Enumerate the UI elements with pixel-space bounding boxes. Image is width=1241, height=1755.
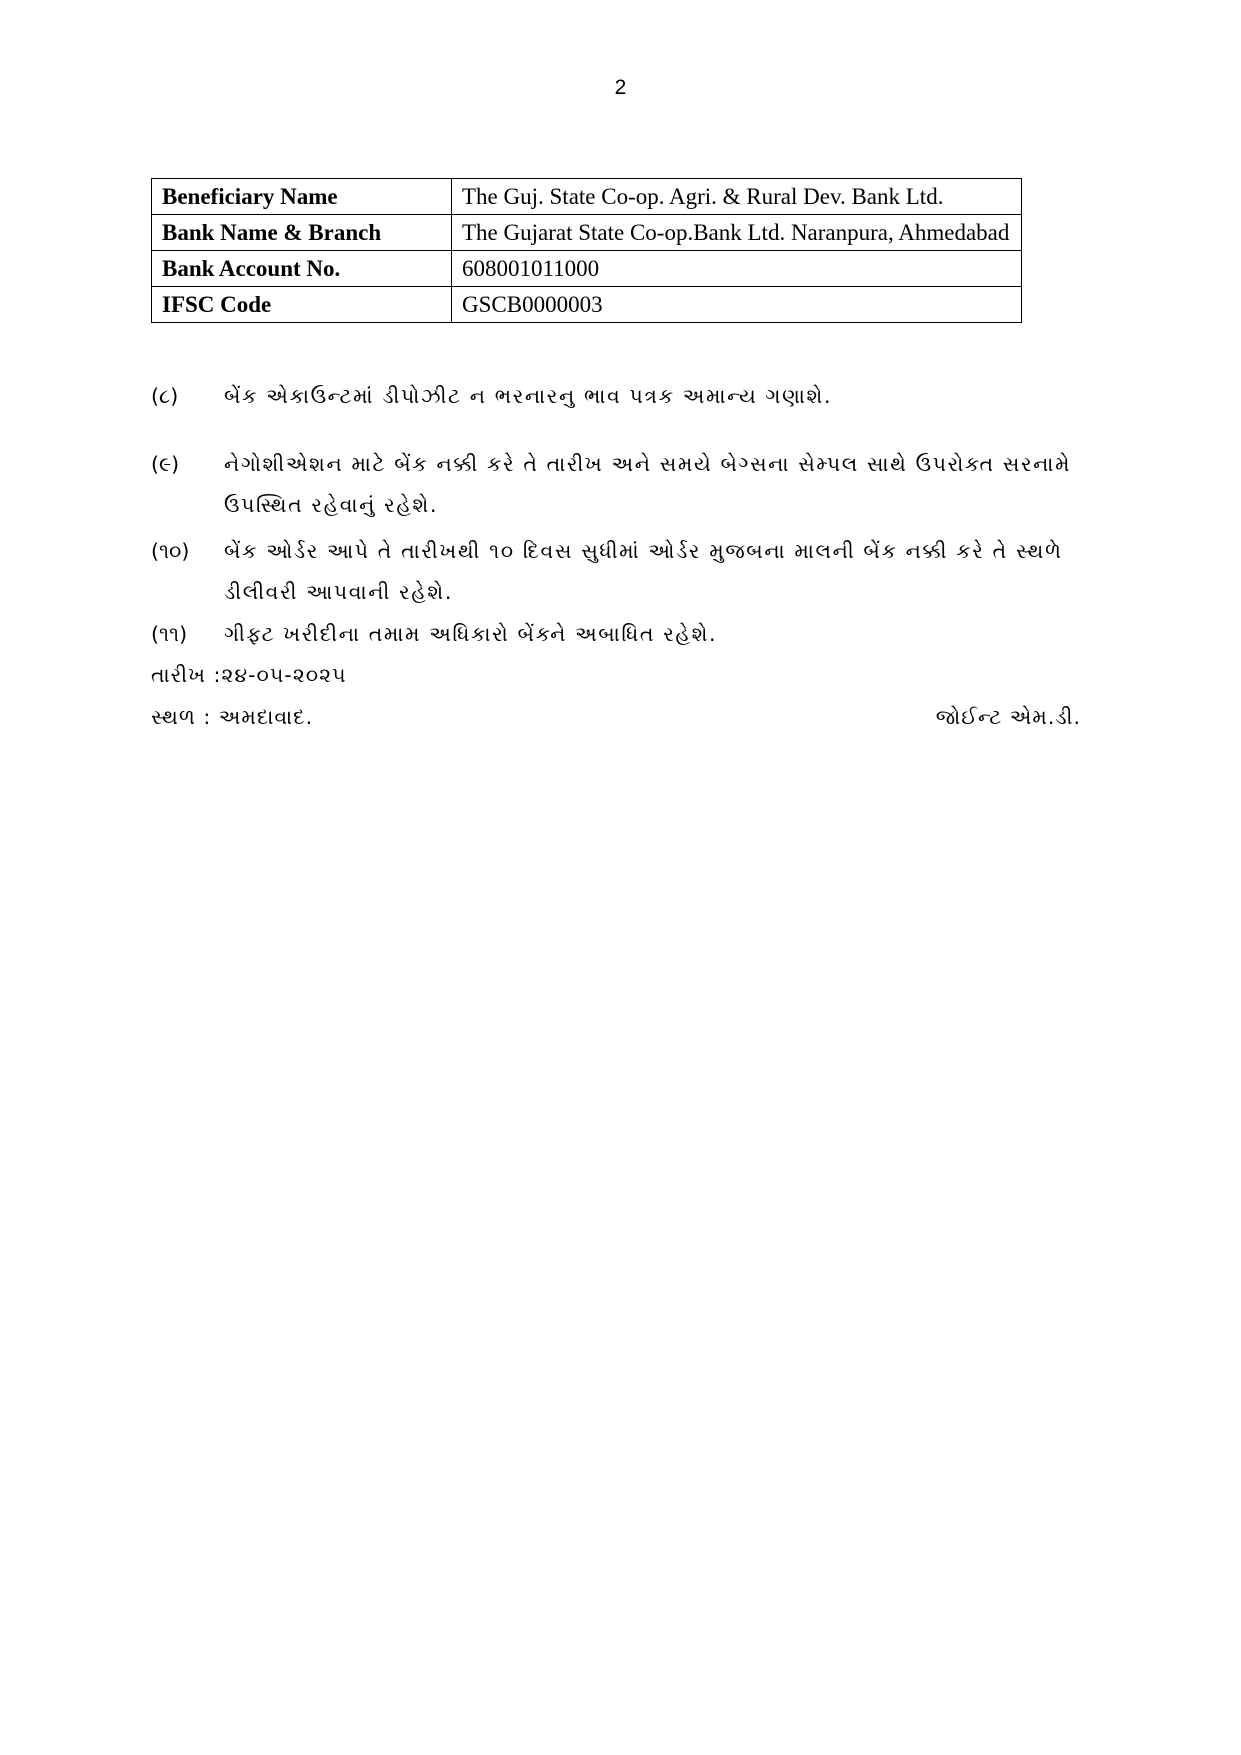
bank-branch-value: The Gujarat State Co-op.Bank Ltd. Naranpura, Ahmedabad (452, 215, 1022, 251)
clause-number: (૧૦) (151, 539, 190, 563)
account-number-label: Bank Account No. (152, 251, 452, 287)
table-row (152, 179, 1022, 215)
clause-number: (૧૧) (151, 622, 188, 646)
page-number: 2 (614, 76, 627, 99)
table-row (152, 215, 1022, 251)
clause-9 (151, 444, 1101, 526)
clause-8 (151, 376, 1101, 417)
account-number-value: 608001011000 (452, 251, 1022, 287)
clause-text: બેંક ઓર્ડર આપે તે તારીખથી ૧૦ દિવસ સુધીમાં ઓર્ડર મુજબના માલની બેંક નક્કી કરે તે સ્થળે ડીલીવરી આપવાની રહેશે. (224, 539, 1063, 604)
clause-text: નેગોશીએશન માટે બેંક નક્કી કરે તે તારીખ અને સમયે બેગ્સના સેમ્પલ સાથે ઉપરોક્ત સરનામે ઉપસ્થિત રહેવાનું રહેશે. (224, 452, 1072, 517)
beneficiary-name-value: The Guj. State Co-op. Agri. & Rural Dev. Bank Ltd. (452, 179, 1022, 215)
ifsc-code-label: IFSC Code (152, 287, 452, 323)
beneficiary-name-label: Beneficiary Name (152, 179, 452, 215)
bank-details-table (151, 178, 1022, 323)
table-row (152, 251, 1022, 287)
bank-branch-label: Bank Name & Branch (152, 215, 452, 251)
signature-designation: જોઈન્ટ એમ.ડી. (935, 705, 1081, 729)
clause-number: (૮) (151, 384, 179, 408)
ifsc-code-value: GSCB0000003 (452, 287, 1022, 323)
clause-text: ગીફ્ટ ખરીદીના તમામ અધિકારો બેંક્ને અબાધિત રહેશે. (224, 622, 718, 646)
table-row (152, 287, 1022, 323)
date-line: તારીખ :૨૪-૦૫-૨૦૨૫ (151, 663, 347, 687)
clause-number: (૯) (151, 452, 180, 476)
place-line: સ્થળ : અમદાવાદ. (151, 705, 314, 729)
clause-text: બેંક એકાઉન્ટમાં ડીપોઝીટ ન ભરનારનુ ભાવ પત્રક અમાન્ય ગણાશે. (224, 384, 833, 408)
clause-11 (151, 614, 1101, 655)
clause-10 (151, 531, 1101, 613)
